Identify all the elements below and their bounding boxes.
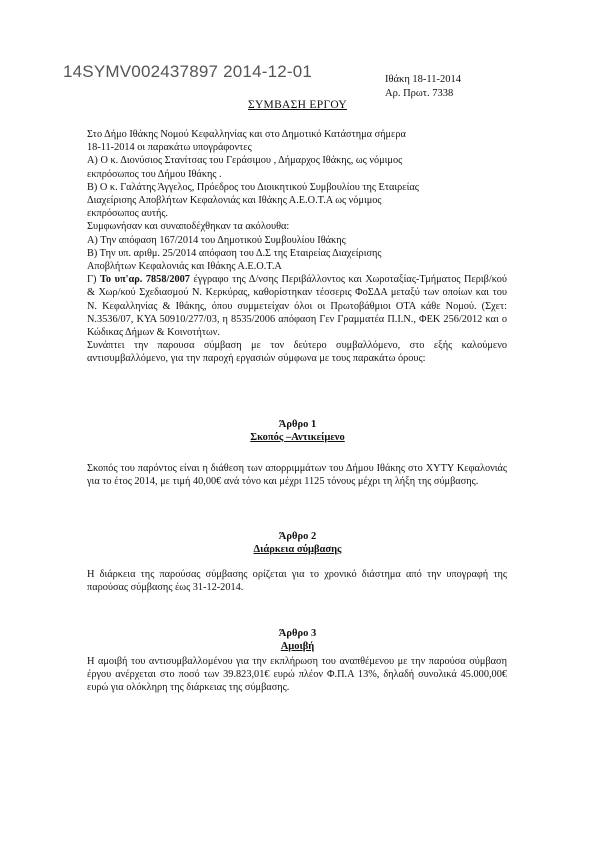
intro-line: εκπρόσωπος του Δήμου Ιθάκης . xyxy=(87,168,222,180)
article-2-text: Η διάρκεια της παρούσας σύμβασης ορίζεται για το χρονικό διάστημα από την υπογραφή της παρούσας σύμβασης έως 31-12-2014. xyxy=(87,569,507,594)
gamma-text: έγγραφο της Δ/νσης Περιβάλλοντος και Χωροταξίας-Τμήματος Περιβ/κού & Χωρ/κού Σχεδιασμού Ν. Κερκύρας, καθορίστηκαν τέσσερις ΦοΣΔΑ μεταξύ των οποίων και του Ν. Κεφαλληνίας & Ιθάκης, όπου συμμετείχαν όλοι οι Πρωτοβάθμιοι ΟΤΑ κάθε Νομού. (Σχετ: Ν.3536/07, ΚΥΑ 50910/277/03, η 8535/2006 απόφαση Γεν Γραμματέα Π.Ι.Ν., ΦΕΚ 256/2012 και ο Κώδικας Δήμων & Κοινοτήτων. xyxy=(87,274,507,339)
article-1-text: Σκοπός του παρόντος είναι η διάθεση των απορριμμάτων του Δήμου Ιθάκης στο ΧΥΤΥ Κεφαλονιάς για το έτος 2014, με τιμή 40,00€ ανά τόνο και μέχρι 1125 τόνους μέχρι τη λήξη της σύμβασης. xyxy=(87,463,507,488)
intro-line: Β) Ο κ. Γαλάτης Άγγελος, Πρόεδρος του Διοικητικού Συμβουλίου της Εταιρείας xyxy=(87,181,419,193)
gamma-prefix: Γ) xyxy=(87,274,100,286)
intro-line: Α) Την απόφαση 167/2014 του Δημοτικού Συμβουλίου Ιθάκης xyxy=(87,234,346,246)
intro-line: εκπρόσωπος αυτής. xyxy=(87,208,168,220)
document-title: ΣΥΜΒΑΣΗ ΕΡΓΟΥ xyxy=(247,99,348,111)
article-3-heading xyxy=(0,627,595,653)
intro-line: Στο Δήμο Ιθάκης Νομού Κεφαλληνίας και στο Δημοτικό Κατάστημα σήμερα xyxy=(87,129,406,140)
article-subtitle: Αμοιβή xyxy=(280,641,315,652)
article-title: Άρθρο 2 xyxy=(278,531,317,542)
place-date: Ιθάκη 18-11-2014 xyxy=(385,74,462,85)
article-title: Άρθρο 3 xyxy=(278,628,317,639)
closing-paragraph: Συνάπτει την παρουσα σύμβαση με τον δεύτερο συμβαλλόμενο, στο εξής καλούμενο αντισυμβαλλόμενο, για την παροχή εργασιών σύμφωνα με τους παρακάτω όρους: xyxy=(87,340,507,365)
gamma-reference: Το υπ'αρ. 7858/2007 xyxy=(99,274,190,286)
article-2-heading xyxy=(0,530,595,556)
article-3-text: Η αμοιβή του αντισυμβαλλομένου για την εκπλήρωση του αναπθέμενου με την παρούσα σύμβαση έργου ανέρχεται στο ποσό των 39.823,01€ ευρώ πλέον Φ.Π.Α 13%, δηλαδή συνολικά 45.000,00€ ευρώ για ολόκληρη της διάρκειας της σύμβασης. xyxy=(87,656,507,694)
article-title: Άρθρο 1 xyxy=(278,419,317,430)
gamma-paragraph xyxy=(87,273,507,339)
article-subtitle: Σκοπός –Αντικείμενο xyxy=(250,432,345,443)
intro-line: Διαχείρισης Αποβλήτων Κεφαλονιάς και Ιθάκης Α.Ε.Ο.Τ.Α ως νόμιμος xyxy=(87,195,382,207)
protocol-number: Αρ. Πρωτ. 7338 xyxy=(385,88,454,99)
article-subtitle: Διάρκεια σύμβασης xyxy=(253,544,342,555)
intro-section xyxy=(87,128,507,366)
article-1-heading xyxy=(0,418,595,444)
intro-line: Β) Την υπ. αριθμ. 25/2014 απόφαση του Δ.Σ της Εταιρείας Διαχείρισης xyxy=(87,247,382,259)
intro-line: Α) Ο κ. Διονύσιος Στανίτσας του Γεράσιμου , Δήμαρχος Ιθάκης, ως νόμιμος xyxy=(87,155,403,167)
document-stamp: 14SYMV002437897 2014-12-01 xyxy=(63,62,313,81)
place-date-block xyxy=(385,73,461,101)
intro-line: 18-11-2014 οι παρακάτω υπογράφοντες xyxy=(87,142,252,154)
intro-line: Αποβλήτων Κεφαλονιάς και Ιθάκης Α.Ε.Ο.Τ.Α xyxy=(87,261,282,273)
intro-line: Συμφωνήσαν και συναποδέχθηκαν τα ακόλουθα: xyxy=(87,221,290,233)
